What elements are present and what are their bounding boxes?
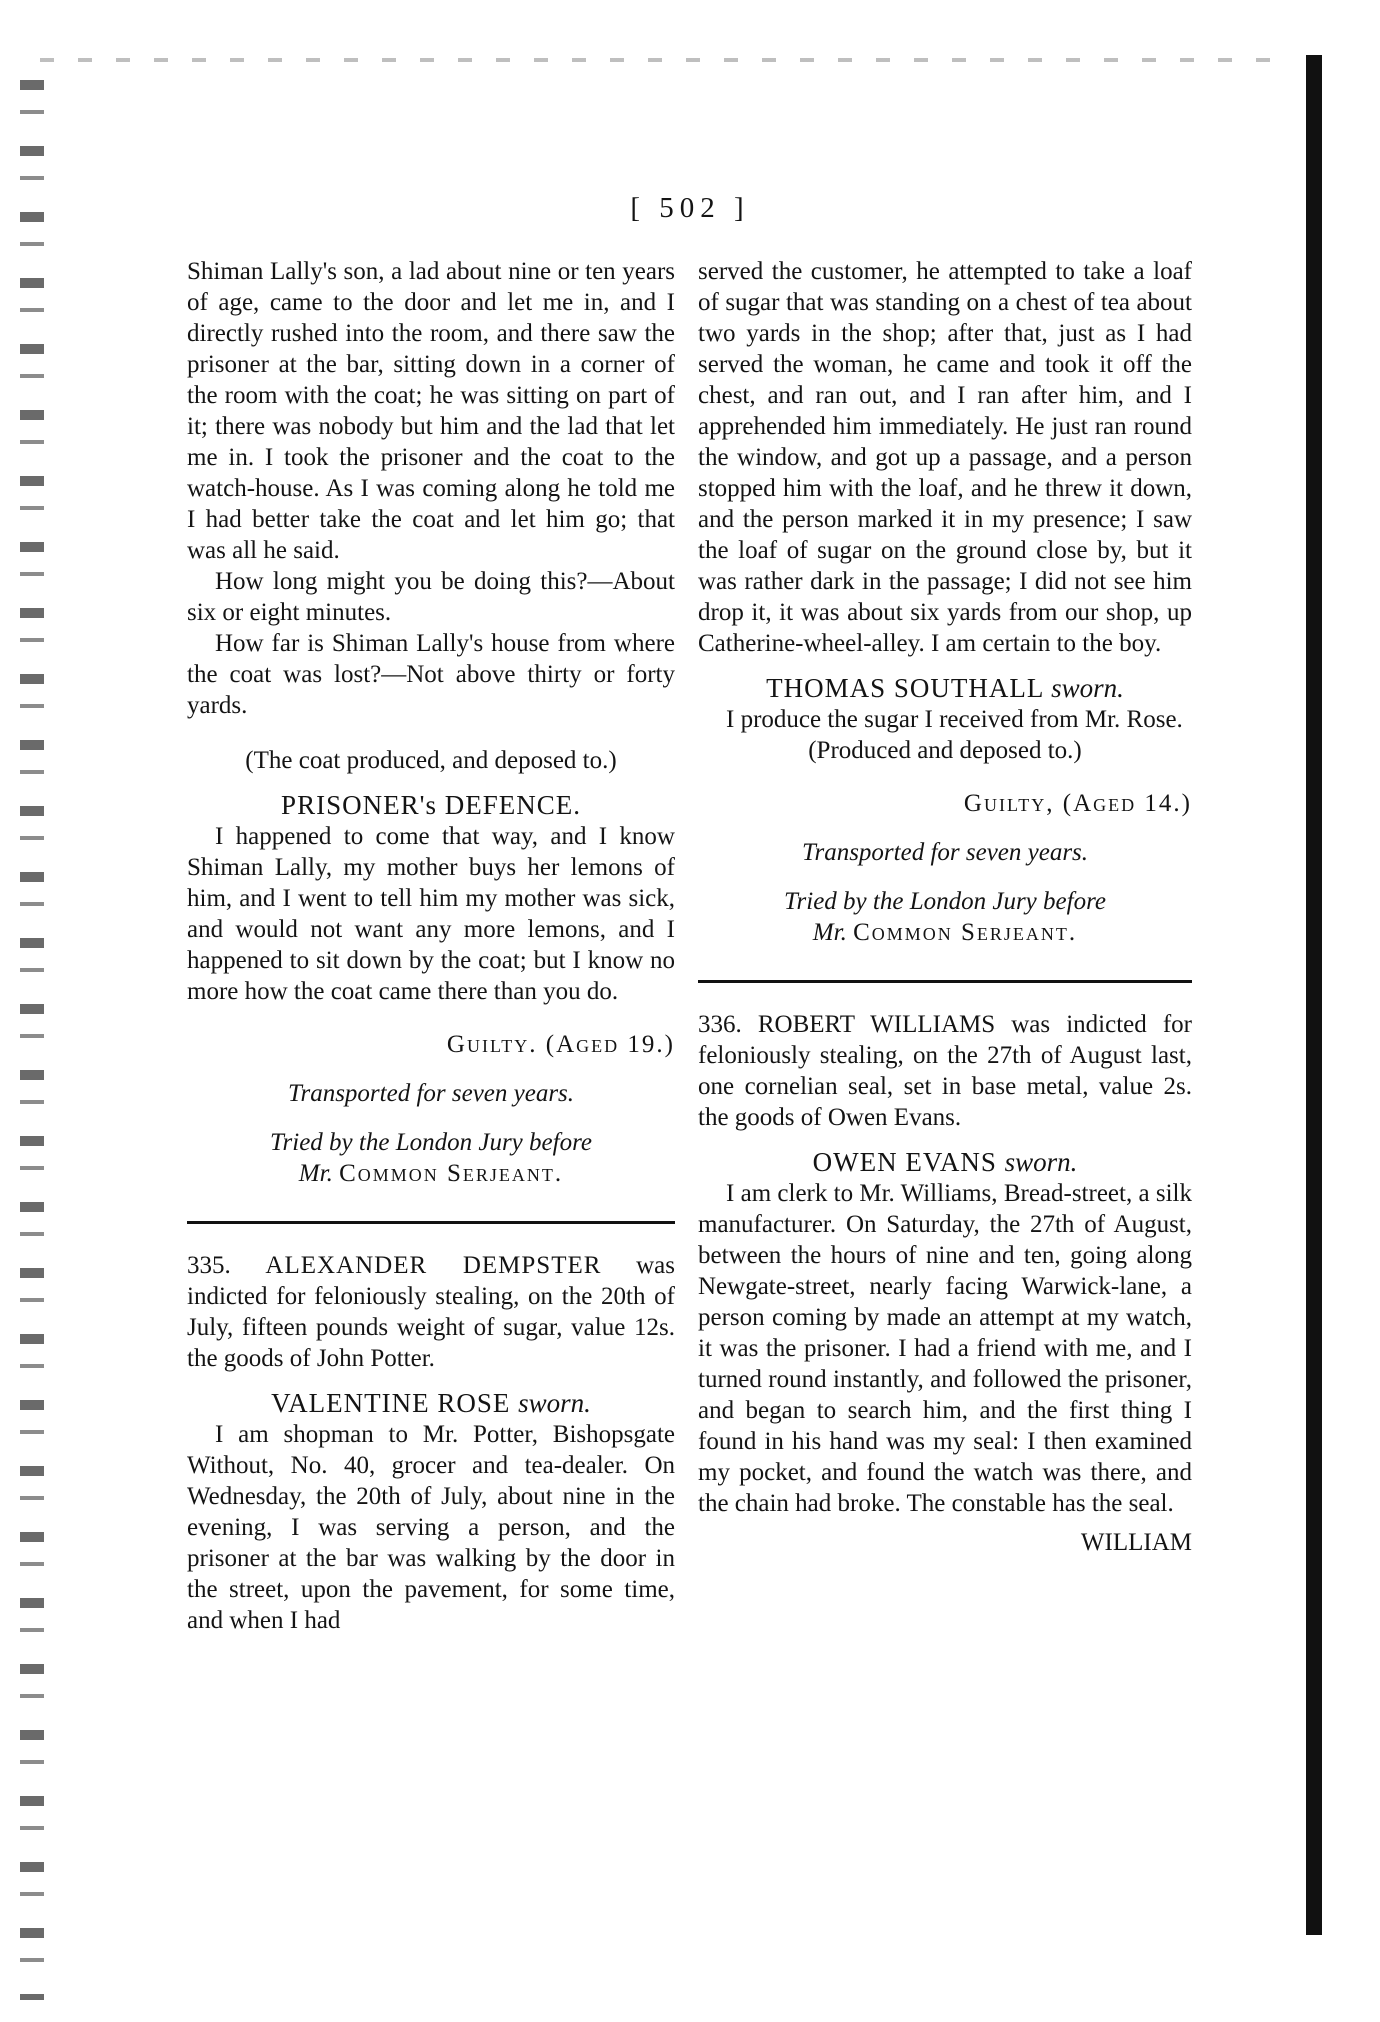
defence-text: I happened to come that way, and I know Shiman Lally, my mother buys her lemons of him, and I went to tell him my mother was sick, and would not want any more lemons, and I happened to sit down by the coat; but I know no more how the coat came there than you do. (187, 823, 675, 1005)
case-divider (698, 980, 1192, 983)
indictment-text: was indicted for feloniously stealing, on the 20th of July, fifteen pounds weight of sugar, value 12s. the goods of John Potter. (187, 1252, 675, 1372)
exhibit-note: (The coat produced, and deposed to.) (245, 747, 617, 774)
indictment-text: ROBERT WILLIAMS was indicted for feloniously stealing, on the 27th of August last, one cornelian seal, set in base metal, value 2s. the goods of Owen Evans. (698, 1011, 1192, 1131)
witness-heading (698, 1147, 1192, 1178)
page-number: [ 502 ] (630, 192, 750, 224)
tried-mr: Mr. (812, 919, 847, 946)
witness-name: OWEN EVANS (812, 1147, 997, 1177)
case-number: 336. (698, 1011, 742, 1038)
exhibit-note: (Produced and deposed to.) (808, 737, 1082, 764)
left-column (187, 256, 675, 1636)
judge-name: Common Serjeant. (853, 919, 1078, 946)
witness-name: VALENTINE ROSE (271, 1388, 511, 1418)
case-number: 335. (187, 1252, 231, 1279)
defence-heading: PRISONER's DEFENCE. (281, 790, 581, 820)
case-336 (698, 1009, 1192, 1133)
case-335 (187, 1250, 675, 1374)
tried-line: Tried by the London Jury before (270, 1129, 592, 1156)
tried-mr: Mr. (298, 1160, 333, 1187)
witness-testimony: I am shopman to Mr. Potter, Bishopsgate Without, No. 40, grocer and tea-dealer. On Wednesday, the 20th of July, about nine in the evening, I was serving a person, and the prisoner at the bar was walking by the door in the street, upon the pavement, for some time, and when I had (187, 1421, 675, 1634)
sentence: Transported for seven years. (801, 839, 1089, 866)
tried-line: Tried by the London Jury before (784, 888, 1106, 915)
witness-heading (187, 1388, 675, 1419)
witness-testimony: I am clerk to Mr. Williams, Bread-street, a silk manufacturer. On Saturday, the 27th of August, between the hours of nine and ten, going along Newgate-street, nearly facing Warwick-lane, a person coming by made an attempt at my watch, it was the prisoner. I had a friend with me, and I turned round instantly, and followed the prisoner, and began to search him, and the first thing I found in his hand was my seal: I then examined my pocket, and found the watch was there, and the chain had broke. The constable has the seal. (698, 1180, 1192, 1517)
witness-testimony: I produce the sugar I received from Mr. Rose. (726, 706, 1183, 733)
witness-heading (698, 673, 1192, 704)
witness-name: THOMAS SOUTHALL (766, 673, 1044, 703)
continued-testimony: served the customer, he attempted to take a loaf of sugar that was standing on a chest of tea about two yards in the shop; after that, just as I had served the woman, he came and took it off the chest, and ran out, and I ran after him, and I apprehended him immediately. He just ran round the window, and got up a passage, and a person stopped him with the loaf, and he threw it down, and the person marked it in my presence; I saw the loaf of sugar on the ground close by, but it was rather dark in the passage; I did not see him drop it, it was about six yards from our shop, up Catherine-wheel-alley. I am certain to the boy. (698, 258, 1192, 657)
sworn-label: sworn. (1004, 1147, 1078, 1177)
question-answer: How far is Shiman Lally's house from where the coat was lost?—Not above thirty or forty yards. (187, 630, 675, 719)
binding-shadow (1306, 55, 1322, 1935)
catchword: WILLIAM (1080, 1529, 1192, 1556)
verdict: Guilty, (Aged 14.) (963, 790, 1192, 817)
continued-testimony: Shiman Lally's son, a lad about nine or ten years of age, came to the door and let me in, and I directly rushed into the room, and there saw the prisoner at the bar, sitting down in a corner of the room with the coat; he was sitting on part of it; there was nobody but him and the lad that let me in. I took the prisoner and the coat to the watch-house. As I was coming along he told me I had better take the coat and let him go; that was all he said. (187, 258, 675, 564)
sworn-label: sworn. (518, 1388, 591, 1418)
tried-before (698, 886, 1192, 948)
case-divider (187, 1221, 675, 1224)
sworn-label: sworn. (1051, 673, 1124, 703)
tried-before (187, 1127, 675, 1189)
right-column (698, 256, 1192, 1558)
verdict: Guilty. (Aged 19.) (446, 1031, 675, 1058)
scan-edge-top (40, 58, 1270, 62)
judge-name: Common Serjeant. (339, 1160, 564, 1187)
scan-edge-left (20, 80, 44, 2000)
defendant-name: ALEXANDER DEMPSTER (265, 1252, 602, 1279)
question-answer: How long might you be doing this?—About six or eight minutes. (187, 568, 675, 626)
sentence: Transported for seven years. (287, 1080, 575, 1107)
